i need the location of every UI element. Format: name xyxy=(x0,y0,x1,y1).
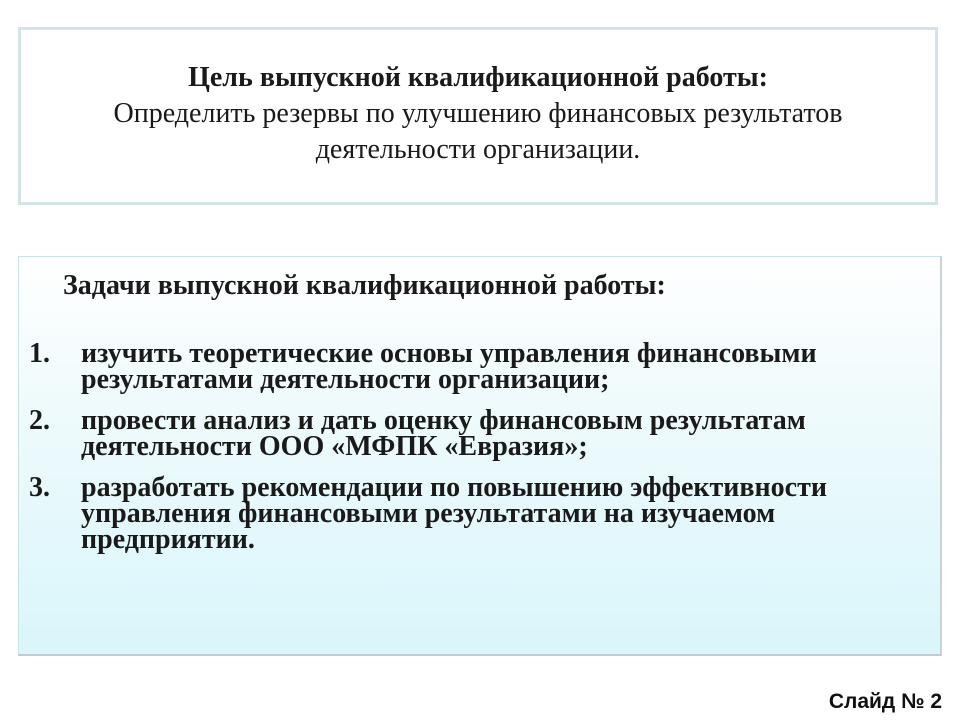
task-text: разработать рекомендации по повышению эффективности управления финансовыми результатами на изучаемом предприятии. xyxy=(81,472,827,555)
slide-number-label: Слайд № 2 xyxy=(828,690,942,713)
tasks-heading: Задачи выпускной квалификационной работы: xyxy=(63,270,666,301)
task-item xyxy=(29,472,929,555)
goal-text: Определить резервы по улучшению финансовых результатов деятельности организации. xyxy=(113,98,843,165)
task-item xyxy=(29,405,929,462)
tasks-box xyxy=(18,256,942,656)
task-text: провести анализ и дать оценку финансовым результатам деятельности ООО «МФПК «Евразия»; xyxy=(81,405,806,462)
task-number: 1. xyxy=(29,338,50,369)
task-number: 3. xyxy=(29,472,50,503)
task-list xyxy=(29,338,929,568)
task-number: 2. xyxy=(29,405,50,436)
goal-box xyxy=(18,27,938,205)
task-item xyxy=(29,338,929,395)
goal-heading: Цель выпускной квалификационной работы: xyxy=(188,62,768,93)
task-text: изучить теоретические основы управления финансовыми результатами деятельности организации; xyxy=(81,338,817,395)
